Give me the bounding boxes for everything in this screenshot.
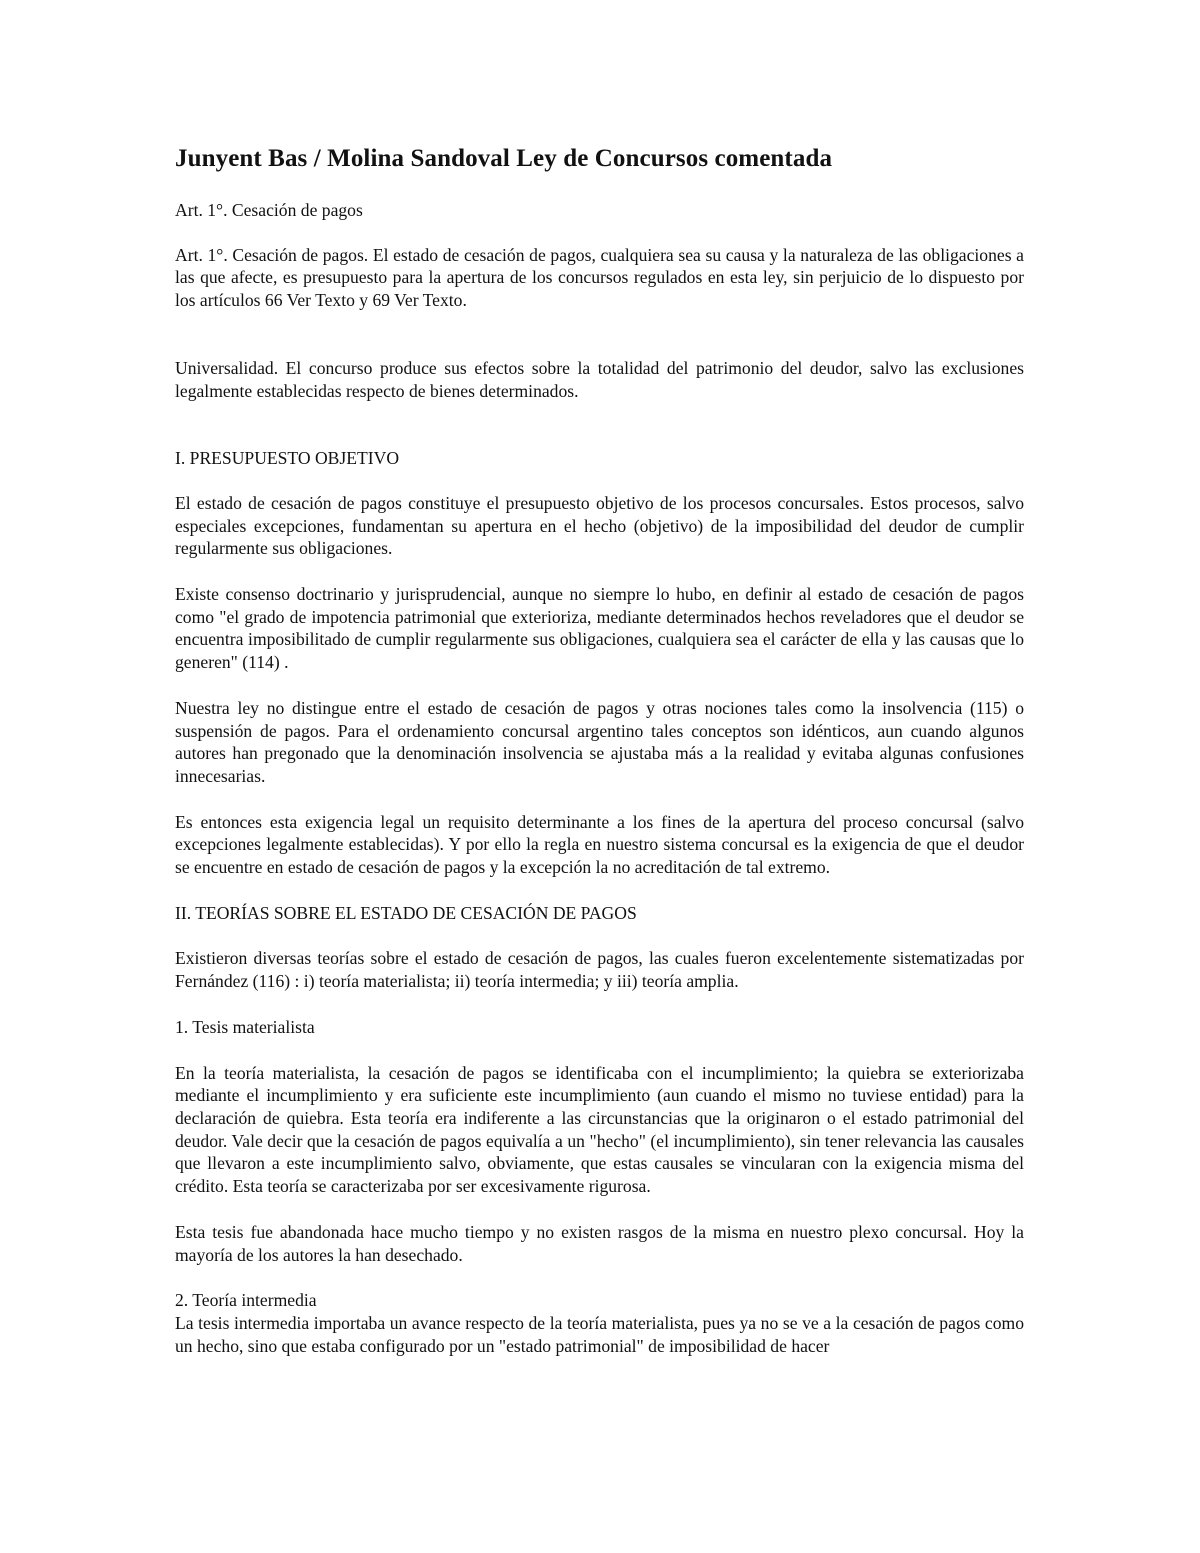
paragraph-4: Es entonces esta exigencia legal un requisito determinante a los fines de la apertura del proceso concursal (salvo excepciones legalmente establecidas). Y por ello la regla en nuestro sistema concursal es la exigencia de que el deudor se encuentre en estado de cesación de pagos y la excepción la no acreditación de tal extremo. [175,811,1024,878]
paragraph-7: Esta tesis fue abandonada hace mucho tiempo y no existen rasgos de la misma en nuestro plexo concursal. Hoy la mayoría de los autores la han desechado. [175,1221,1024,1265]
paragraph-3: Nuestra ley no distingue entre el estado de cesación de pagos y otras nociones tales como la insolvencia (115) o suspensión de pagos. Para el ordenamiento concursal argentino tales conceptos son idénticos, aun cuando algunos autores han pregonado que la denominación insolvencia se ajustaba más a la realidad y evitaba algunas confusiones innecesarias. [175,697,1024,786]
paragraph-1: El estado de cesación de pagos constituye el presupuesto objetivo de los procesos concursales. Estos procesos, salvo especiales excepciones, fundamentan su apertura en el hecho (objetivo) de la imposibilidad del deudor de cumplir regularmente sus obligaciones. [175,492,1024,559]
subsection-1-heading: 1. Tesis materialista [175,1016,315,1037]
universalidad-paragraph: Universalidad. El concurso produce sus efectos sobre la totalidad del patrimonio del deudor, salvo las exclusiones legalmente establecidas respecto de bienes determinados. [175,357,1024,401]
subsection-2-heading: 2. Teoría intermedia [175,1290,317,1311]
article-1-text: Art. 1°. Cesación de pagos. El estado de cesación de pagos, cualquiera sea su causa y la naturaleza de las obligaciones a las que afecte, es presupuesto para la apertura de los concursos regulados en esta ley, sin perjuicio de lo dispuesto por los artículos 66 Ver Texto y 69 Ver Texto. [175,244,1024,311]
section-2-heading: II. TEORÍAS SOBRE EL ESTADO DE CESACIÓN DE PAGOS [175,902,637,923]
paragraph-2: Existe consenso doctrinario y jurisprudencial, aunque no siempre lo hubo, en definir al estado de cesación de pagos como "el grado de impotencia patrimonial que exterioriza, mediante determinados hechos reveladores que el deudor se encuentra imposibilitado de cumplir regularmente sus obligaciones, cualquiera sea el carácter de ella y las causas que lo generen" (114) . [175,584,1024,673]
section-1-heading: I. PRESUPUESTO OBJETIVO [175,448,400,469]
document-title: Junyent Bas / Molina Sandoval Ley de Concursos comentada [175,145,833,172]
paragraph-8: La tesis intermedia importaba un avance respecto de la teoría materialista, pues ya no se ve a la cesación de pagos como un hecho, sino que estaba configurado por un "estado patrimonial" de imposibilidad de hacer [175,1312,1024,1356]
article-heading: Art. 1°. Cesación de pagos [175,200,363,220]
paragraph-6: En la teoría materialista, la cesación de pagos se identificaba con el incumplimiento; la quiebra se exteriorizaba mediante el incumplimiento y era suficiente este incumplimiento (aun cuando el mismo no tuviese entidad) para la declaración de quiebra. Esta teoría era indiferente a las circunstancias que la originaron o el estado patrimonial del deudor. Vale decir que la cesación de pagos equivalía a un "hecho" (el incumplimiento), sin tener relevancia las causales que llevaron a este incumplimiento salvo, obviamente, que estas causales se vincularan con la exigencia misma del crédito. Esta teoría se caracterizaba por ser excesivamente rigurosa. [175,1062,1024,1197]
paragraph-5: Existieron diversas teorías sobre el estado de cesación de pagos, las cuales fueron excelentemente sistematizadas por Fernández (116) : i) teoría materialista; ii) teoría intermedia; y iii) teoría amplia. [175,948,1024,992]
